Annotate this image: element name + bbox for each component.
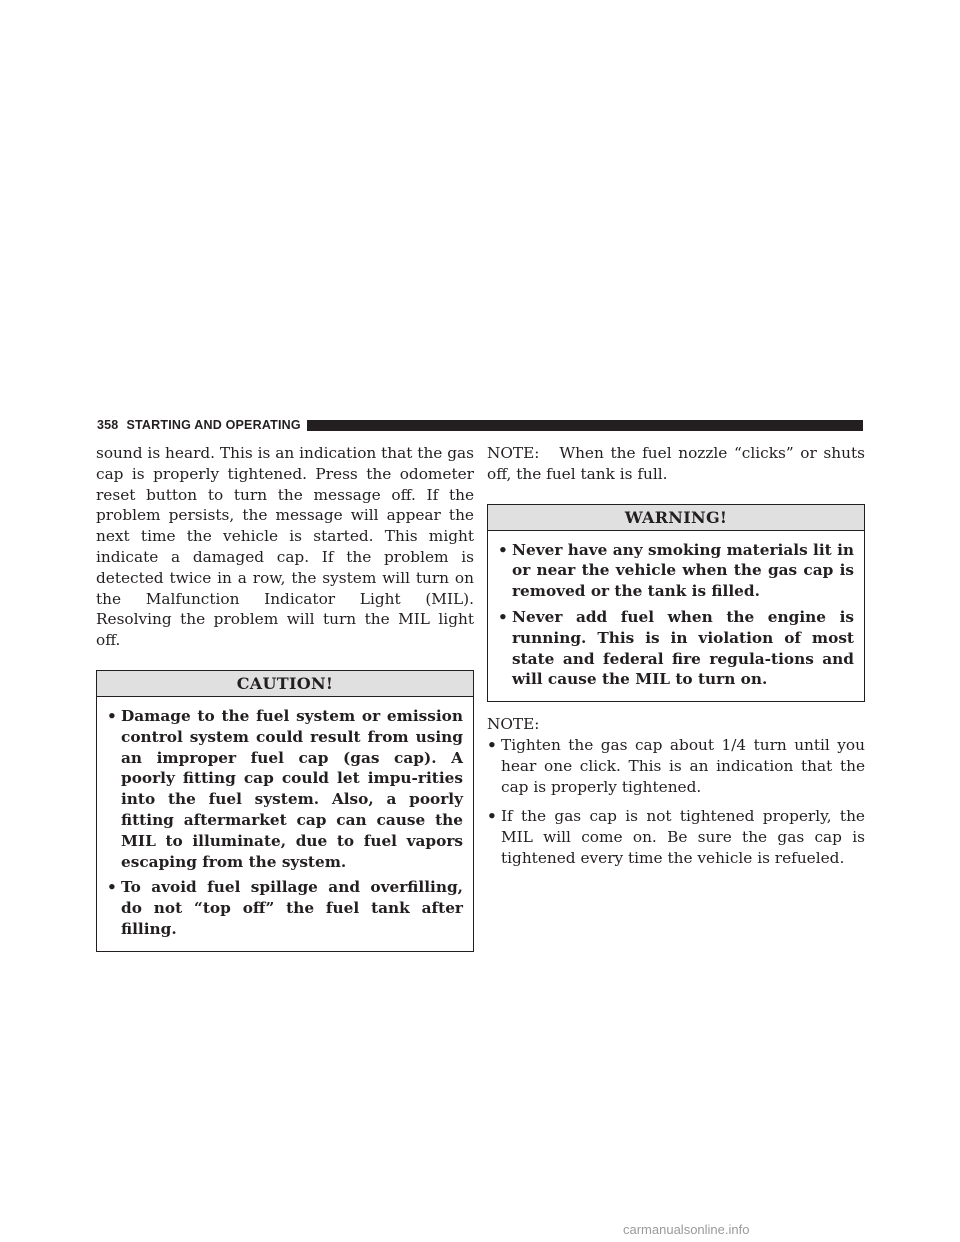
page-number: 358 <box>97 418 119 432</box>
notes-section <box>487 714 865 869</box>
left-column <box>96 443 474 952</box>
bullet-icon: • <box>487 807 497 826</box>
bullet-icon: • <box>107 878 117 897</box>
note-label: NOTE: <box>487 444 540 462</box>
note-paragraph <box>487 443 865 485</box>
header-rule <box>307 420 863 431</box>
caution-item: • Damage to the fuel system or emission control system could result from using an improper fuel cap (gas cap). A poorly fitting cap could let impu-rities into the fuel system. Also, a poorly fitting aftermarket cap can cause the MIL to illuminate, due to fuel vapors escaping from the system. <box>107 706 463 871</box>
warning-item: • Never have any smoking materials lit in or near the vehicle when the gas cap is removed or the tank is filled. <box>498 540 854 601</box>
caution-item: • To avoid fuel spillage and overfilling, do not “top off” the fuel tank after filling. <box>107 878 463 938</box>
bullet-icon: • <box>498 607 508 626</box>
caution-title: CAUTION! <box>97 671 473 697</box>
watermark: carmanualsonline.info <box>623 1222 750 1237</box>
right-column <box>487 443 865 878</box>
notes-heading: NOTE: <box>487 715 540 734</box>
warning-box <box>487 504 865 703</box>
notes-list <box>487 735 865 869</box>
caution-list <box>107 706 463 940</box>
warning-title: WARNING! <box>488 505 864 531</box>
warning-list <box>498 540 854 691</box>
bullet-icon: • <box>498 540 508 559</box>
note-text: When the fuel nozzle “clicks” or shuts off, the fuel tank is full. <box>487 444 865 483</box>
intro-paragraph: sound is heard. This is an indication that the gas cap is properly tightened. Press the odometer reset button to turn the message off. If the problem persists, the message will appear the next time the vehicle is started. This might indicate a damaged cap. If the problem is detected twice in a row, the system will turn on the Malfunction Indicator Light (MIL). Resolving the problem will turn the MIL light off. <box>96 444 474 650</box>
section-title: STARTING AND OPERATING <box>126 418 301 432</box>
bullet-icon: • <box>107 706 117 725</box>
warning-item: • Never add fuel when the engine is running. This is in violation of most state and federal fire regula-tions and will cause the MIL to turn on. <box>498 607 854 689</box>
note-item: • Tighten the gas cap about 1/4 turn until you hear one click. This is an indication that the cap is properly tightened. <box>487 735 865 796</box>
page-header <box>97 418 863 432</box>
caution-box <box>96 670 474 952</box>
bullet-icon: • <box>487 735 497 754</box>
note-item: • If the gas cap is not tightened properly, the MIL will come on. Be sure the gas cap is tightened every time the vehicle is refueled. <box>487 807 865 867</box>
